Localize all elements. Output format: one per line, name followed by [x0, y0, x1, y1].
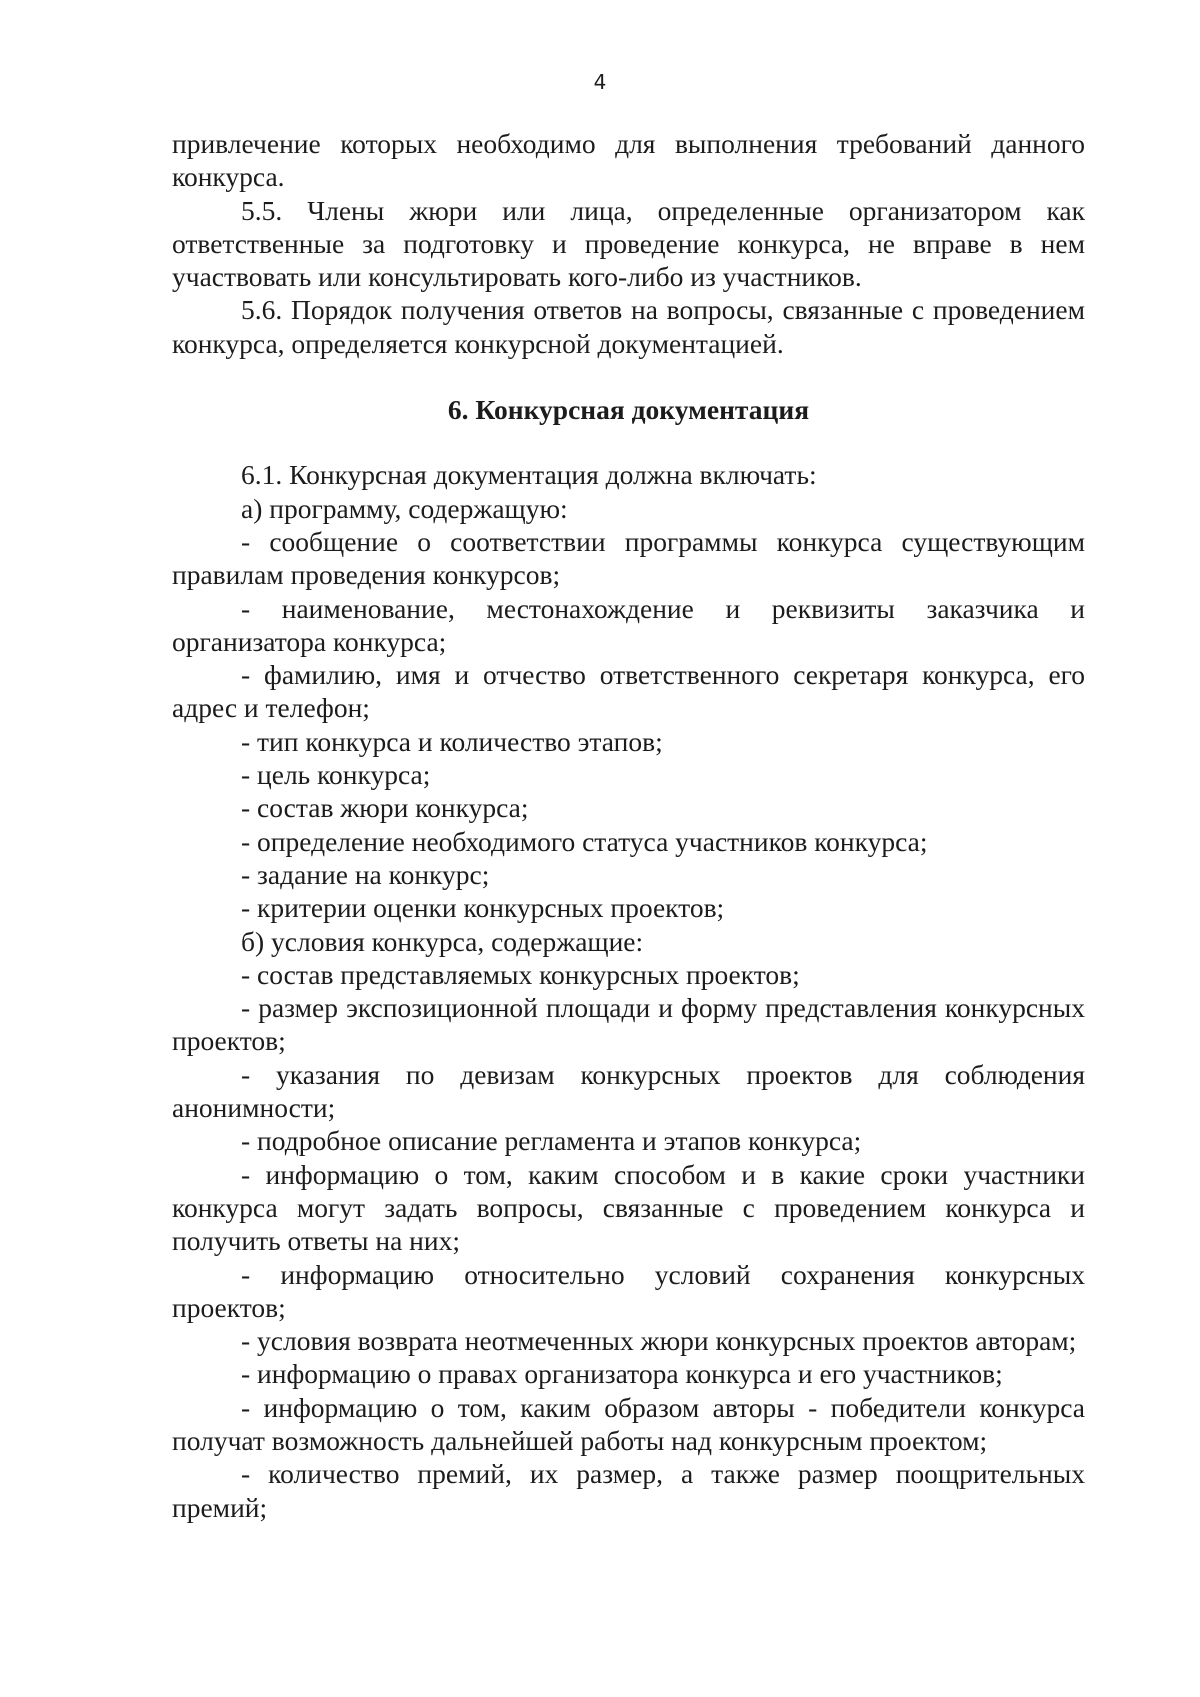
- paragraph: - информацию относительно условий сохранения конкурсных проектов;: [172, 1258, 1085, 1323]
- paragraph: - наименование, местонахождение и реквизиты заказчика и организатора конкурса;: [172, 592, 1085, 657]
- paragraph: - количество премий, их размер, а также размер поощрительных премий;: [172, 1458, 1085, 1523]
- document-body: [172, 127, 1085, 1524]
- paragraph: 5.5. Члены жюри или лица, определенные организатором как ответственные за подготовку и проведение конкурса, не вправе в нем участвовать или консультировать кого-либо из участников.: [172, 194, 1085, 293]
- section-5-continuation: [172, 127, 1085, 360]
- paragraph: - информацию о том, каким образом авторы - победители конкурса получат возможность дальнейшей работы над конкурсным проектом;: [172, 1391, 1085, 1456]
- paragraph: - фамилию, имя и отчество ответственного секретаря конкурса, его адрес и телефон;: [172, 659, 1085, 724]
- paragraph: - размер экспозиционной площади и форму представления конкурсных проектов;: [172, 992, 1085, 1057]
- paragraph: - сообщение о соответствии программы конкурса существующим правилам проведения конкурсов;: [172, 525, 1085, 591]
- paragraph: - условия возврата неотмеченных жюри конкурсных проектов авторам;: [241, 1325, 1077, 1357]
- paragraph: - тип конкурса и количество этапов;: [241, 725, 663, 757]
- paragraph: - задание на конкурс;: [241, 858, 490, 890]
- paragraph: - состав жюри конкурса;: [241, 792, 529, 824]
- paragraph: б) условия конкурса, содержащие:: [241, 925, 644, 957]
- paragraph: 6.1. Конкурсная документация должна включать:: [241, 459, 817, 491]
- paragraph: - критерии оценки конкурсных проектов;: [241, 892, 725, 924]
- paragraph: - информацию о том, каким способом и в какие сроки участники конкурса могут задать вопросы, связанные с проведением конкурса и получить ответы на них;: [172, 1158, 1085, 1257]
- paragraph: - подробное описание регламента и этапов конкурса;: [241, 1125, 862, 1157]
- paragraph: привлечение которых необходимо для выполнения требований данного конкурса.: [172, 128, 1085, 193]
- paragraph: 5.6. Порядок получения ответов на вопросы, связанные с проведением конкурса, определяется конкурсной документацией.: [172, 294, 1085, 359]
- paragraph: - определение необходимого статуса участников конкурса;: [241, 825, 928, 857]
- paragraph: - цель конкурса;: [241, 759, 431, 791]
- section-heading: 6. Конкурсная документация: [447, 394, 810, 426]
- paragraph: - состав представляемых конкурсных проектов;: [241, 958, 800, 990]
- paragraph: - указания по девизам конкурсных проектов для соблюдения анонимности;: [172, 1058, 1085, 1124]
- section-6-content: [172, 458, 1085, 1524]
- paragraph: а) программу, содержащую:: [241, 492, 568, 524]
- page-number: 4: [593, 70, 607, 94]
- paragraph: - информацию о правах организатора конкурса и его участников;: [241, 1358, 1003, 1390]
